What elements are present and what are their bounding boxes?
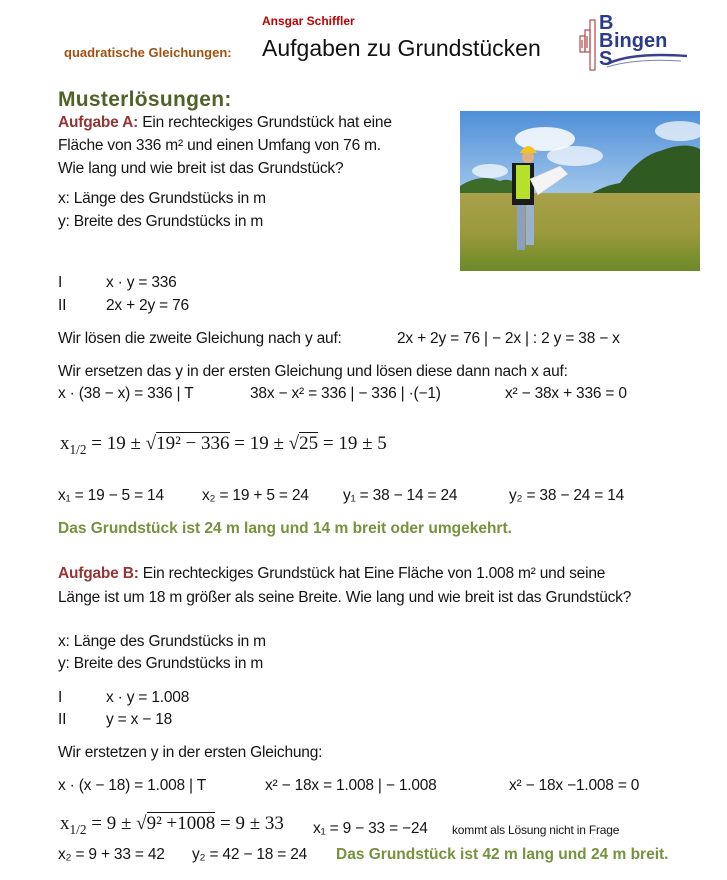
task-b-sol-x1: x₁ = 9 − 33 = −24	[313, 820, 428, 837]
task-b-intro: Ein rechteckiges Grundstück hat Eine Fläche von 1.008 m² und seine	[138, 565, 606, 582]
logo-letter-b1: B	[599, 12, 614, 34]
task-a-pq-formula	[60, 433, 387, 455]
eq-label: II	[58, 297, 67, 314]
task-a-sol-y1: y₁ = 38 − 14 = 24	[343, 487, 458, 504]
task-b-equation-2	[58, 711, 172, 729]
pq-x: x	[60, 813, 70, 834]
author-name: Ansgar Schiffler	[262, 14, 355, 28]
task-b-step1-text: Wir erstetzen y in der ersten Gleichung:	[58, 744, 323, 761]
sqrt-icon: √	[288, 433, 300, 454]
pq-x: x	[60, 433, 70, 454]
task-a-sol-y2: y₂ = 38 − 24 = 14	[509, 487, 625, 504]
task-a-sol-x2: x₂ = 19 + 5 = 24	[202, 487, 309, 504]
logo-letter-b2: B	[599, 30, 614, 52]
task-a-text-line3: Wie lang und wie breit ist das Grundstück?	[58, 160, 344, 177]
eq-label: I	[58, 689, 63, 706]
task-a-step2-eq-a: x · (38 − x) = 336 | T	[58, 385, 194, 402]
task-a-step1-text: Wir lösen die zweite Gleichung nach y auf:	[58, 330, 342, 347]
task-b-var-x: x: Länge des Grundstücks in m	[58, 633, 266, 650]
pq-radicand1: 9² +1008	[146, 813, 216, 834]
task-b-label: Aufgabe B:	[58, 565, 139, 582]
task-b-step1-eq-a: x · (x − 18) = 1.008 | T	[58, 777, 206, 794]
task-a-var-x: x: Länge des Grundstücks in m	[58, 190, 266, 207]
pq-radicand2: 25	[299, 433, 319, 454]
logo-letter-s: S	[599, 48, 613, 70]
task-b-sol-x1-note: kommt als Lösung nicht in Frage	[452, 823, 620, 837]
task-a-step2-text: Wir ersetzen das y in der ersten Gleichung und lösen diese dann nach x auf:	[58, 363, 568, 380]
eq-body: x · y = 336	[106, 274, 177, 291]
sqrt-icon: √	[145, 433, 157, 454]
task-a-answer: Das Grundstück ist 24 m lang und 14 m breit oder umgekehrt.	[58, 520, 512, 537]
task-b-text-line2: Länge ist um 18 m größer als seine Breite. Wie lang und wie breit ist das Grundstück?	[58, 589, 632, 606]
eq-body: x · y = 1.008	[106, 689, 190, 706]
task-a-text-line2: Fläche von 336 m² und einen Umfang von 76 m.	[58, 137, 381, 154]
task-a-sol-x1: x₁ = 19 − 5 = 14	[58, 487, 164, 504]
task-a-equation-1	[58, 274, 177, 292]
eq-body: y = x − 18	[106, 711, 173, 728]
eq-label: II	[58, 711, 67, 728]
task-a-step2-eq-c: x² − 38x + 336 = 0	[505, 385, 627, 402]
pq-part3: = 19 ± 5	[318, 433, 387, 454]
task-b-text-line1	[58, 565, 605, 583]
subtitle: quadratische Gleichungen:	[64, 45, 232, 60]
sqrt-icon: √	[136, 813, 147, 834]
task-a-intro: Ein rechteckiges Grundstück hat eine	[138, 114, 392, 131]
section-heading: Musterlösungen:	[58, 88, 232, 111]
task-a-label: Aufgabe A:	[58, 114, 139, 131]
eq-body: 2x + 2y = 76	[106, 297, 189, 314]
pq-part2: = 9 ± 33	[215, 813, 284, 834]
task-a-equation-2	[58, 297, 189, 315]
pq-part1: = 9 ±	[86, 813, 137, 834]
task-b-sol-x2: x₂ = 9 + 33 = 42	[58, 846, 165, 863]
task-a-text-line1	[58, 114, 392, 132]
task-b-equation-1	[58, 689, 189, 707]
construction-worker-photo	[460, 111, 700, 271]
pq-radicand1: 19² − 336	[156, 433, 230, 454]
pq-sub: 1/2	[69, 441, 87, 457]
task-b-pq-formula	[60, 813, 284, 835]
pq-part1: = 19 ±	[86, 433, 146, 454]
task-b-step1-eq-b: x² − 18x = 1.008 | − 1.008	[265, 777, 437, 794]
task-b-var-y: y: Breite des Grundstücks in m	[58, 655, 264, 672]
pq-sub: 1/2	[69, 821, 87, 837]
pq-part2: = 19 ±	[229, 433, 289, 454]
page-title: Aufgaben zu Grundstücken	[262, 35, 541, 61]
field-photo-icon	[460, 111, 700, 271]
task-a-step1-eq: 2x + 2y = 76 | − 2x | : 2 y = 38 − x	[397, 330, 620, 347]
eq-label: I	[58, 274, 63, 291]
task-b-answer: Das Grundstück ist 42 m lang und 24 m breit.	[336, 846, 669, 863]
task-b-sol-y2: y₂ = 42 − 18 = 24	[192, 846, 308, 863]
task-b-step1-eq-c: x² − 18x −1.008 = 0	[509, 777, 640, 794]
bbs-bingen-logo	[577, 12, 692, 74]
task-a-step2-eq-b: 38x − x² = 336 | − 336 | ·(−1)	[250, 385, 441, 402]
logo-text: ingen	[614, 30, 668, 52]
task-a-var-y: y: Breite des Grundstücks in m	[58, 213, 264, 230]
